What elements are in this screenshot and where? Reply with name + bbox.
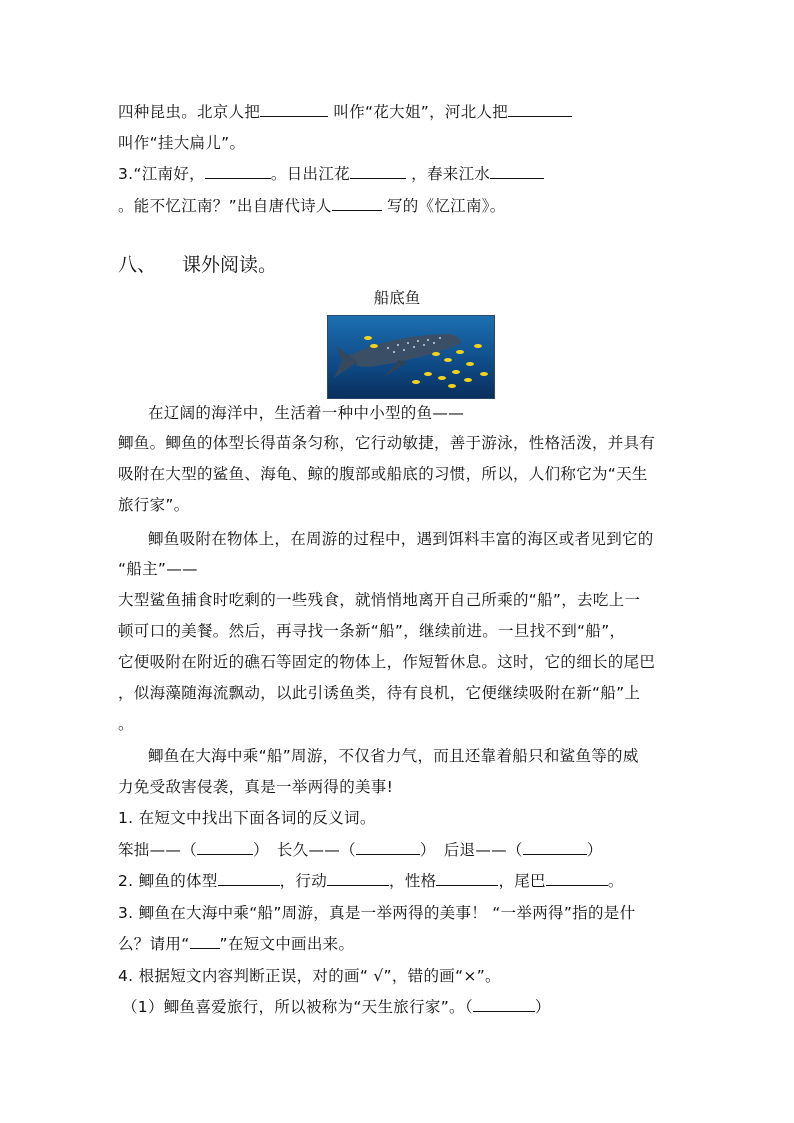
paragraph-2-line-7: 。 bbox=[118, 715, 134, 733]
text: ） 长久——（ bbox=[253, 841, 356, 859]
paragraph-1-line-2: 鲫鱼。鲫鱼的体型长得苗条匀称，它行动敏捷，善于游泳，性格活泼，并具有 bbox=[118, 434, 656, 452]
question-2 bbox=[118, 870, 624, 892]
text: 叫作“花大姐”，河北人把 bbox=[328, 103, 509, 121]
question-1: 1. 在短文中找出下面各词的反义词。 bbox=[118, 809, 376, 827]
text: （1）鲫鱼喜爱旅行，所以被称为“天生旅行家”。（ bbox=[122, 998, 473, 1016]
text: ”在短文中画出来。 bbox=[219, 935, 355, 953]
question-3-line-1: 3. 鲫鱼在大海中乘“船”周游，真是一举两得的美事！ “一举两得”指的是什 bbox=[118, 904, 636, 922]
paragraph-1-line-1: 在辽阔的海洋中，生活着一种中小型的鱼—— bbox=[148, 404, 465, 422]
fill-line-4 bbox=[118, 195, 506, 217]
answer-blank[interactable] bbox=[356, 840, 420, 855]
paragraph-2-line-2: “船主”—— bbox=[118, 560, 198, 578]
section-title: 课外阅读。 bbox=[182, 254, 278, 276]
question-1-answers bbox=[118, 839, 603, 861]
answer-blank[interactable] bbox=[523, 840, 587, 855]
answer-blank[interactable] bbox=[436, 871, 498, 886]
answer-blank[interactable] bbox=[260, 102, 328, 117]
text: ，性格 bbox=[389, 872, 437, 890]
text: ） bbox=[534, 998, 551, 1016]
answer-blank[interactable] bbox=[473, 997, 535, 1012]
text: 2. 鲫鱼的体型 bbox=[118, 872, 218, 890]
answer-blank[interactable] bbox=[327, 871, 389, 886]
question-4: 4. 根据短文内容判断正误，对的画“ √”，错的画“×”。 bbox=[118, 967, 501, 985]
article-title: 船底鱼 bbox=[373, 289, 421, 307]
text: 叫作“挂大扁儿”。 bbox=[118, 134, 246, 152]
question-4-item-1 bbox=[122, 996, 551, 1018]
paragraph-1-line-3: 吸附在大型的鲨鱼、海龟、鲸的腹部或船底的习惯，所以，人们称它为“天生 bbox=[118, 465, 648, 483]
answer-blank[interactable] bbox=[508, 102, 572, 117]
answer-blank[interactable] bbox=[197, 840, 253, 855]
text: ） 后退——（ bbox=[419, 841, 523, 859]
paragraph-1-line-4: 旅行家”。 bbox=[118, 496, 190, 514]
text: 。能不忆江南？”出自唐代诗人 bbox=[118, 197, 332, 215]
text: ，行动 bbox=[279, 872, 328, 890]
answer-blank[interactable] bbox=[546, 871, 608, 886]
paragraph-2-line-4: 顿可口的美餐。然后，再寻找一条新“船”，继续前进。一旦找不到“船”， bbox=[118, 622, 626, 640]
answer-blank[interactable] bbox=[490, 164, 544, 179]
paragraph-3-line-1: 鲫鱼在大海中乘“船”周游，不仅省力气，而且还靠着船只和鲨鱼等的威 bbox=[148, 747, 639, 765]
paragraph-2-line-5: 它便吸附在附近的礁石等固定的物体上，作短暂休息。这时，它的细长的尾巴 bbox=[118, 653, 656, 671]
paragraph-2-line-1: 鲫鱼吸附在物体上，在周游的过程中，遇到饵料丰富的海区或者见到它的 bbox=[148, 530, 654, 548]
section-heading bbox=[118, 252, 277, 278]
answer-blank[interactable] bbox=[332, 196, 382, 211]
text: 么？请用“ bbox=[118, 935, 190, 953]
paragraph-3-line-2: 力免受敌害侵袭，真是一举两得的美事! bbox=[118, 778, 394, 796]
text: 笨拙——（ bbox=[118, 841, 198, 859]
whale-shark-photo bbox=[327, 315, 495, 399]
fill-line-3 bbox=[118, 163, 544, 185]
text: 。 bbox=[607, 872, 624, 890]
section-number: 八、 bbox=[118, 254, 157, 276]
text: 3.“江南好， bbox=[118, 165, 205, 183]
text: 四种昆虫。北京人把 bbox=[118, 103, 261, 121]
paragraph-2-line-6: ，似海藻随海流飘动，以此引诱鱼类，待有良机，它便继续吸附在新“船”上 bbox=[118, 684, 641, 702]
underline-sample bbox=[190, 934, 220, 949]
paragraph-2-line-3: 大型鲨鱼捕食时吃剩的一些残食，就悄悄地离开自己所乘的“船”，去吃上一 bbox=[118, 591, 641, 609]
question-3-line-2 bbox=[118, 933, 354, 955]
text: ，尾巴 bbox=[498, 872, 546, 890]
fill-line-2 bbox=[118, 132, 245, 154]
text: 。日出江花 bbox=[270, 165, 350, 183]
answer-blank[interactable] bbox=[350, 164, 406, 179]
answer-blank[interactable] bbox=[218, 871, 280, 886]
text: 写的《忆江南》。 bbox=[381, 197, 506, 215]
text: ） bbox=[586, 841, 603, 859]
answer-blank[interactable] bbox=[205, 164, 271, 179]
text: ，春来江水 bbox=[405, 165, 491, 183]
fill-line-1 bbox=[118, 101, 572, 123]
